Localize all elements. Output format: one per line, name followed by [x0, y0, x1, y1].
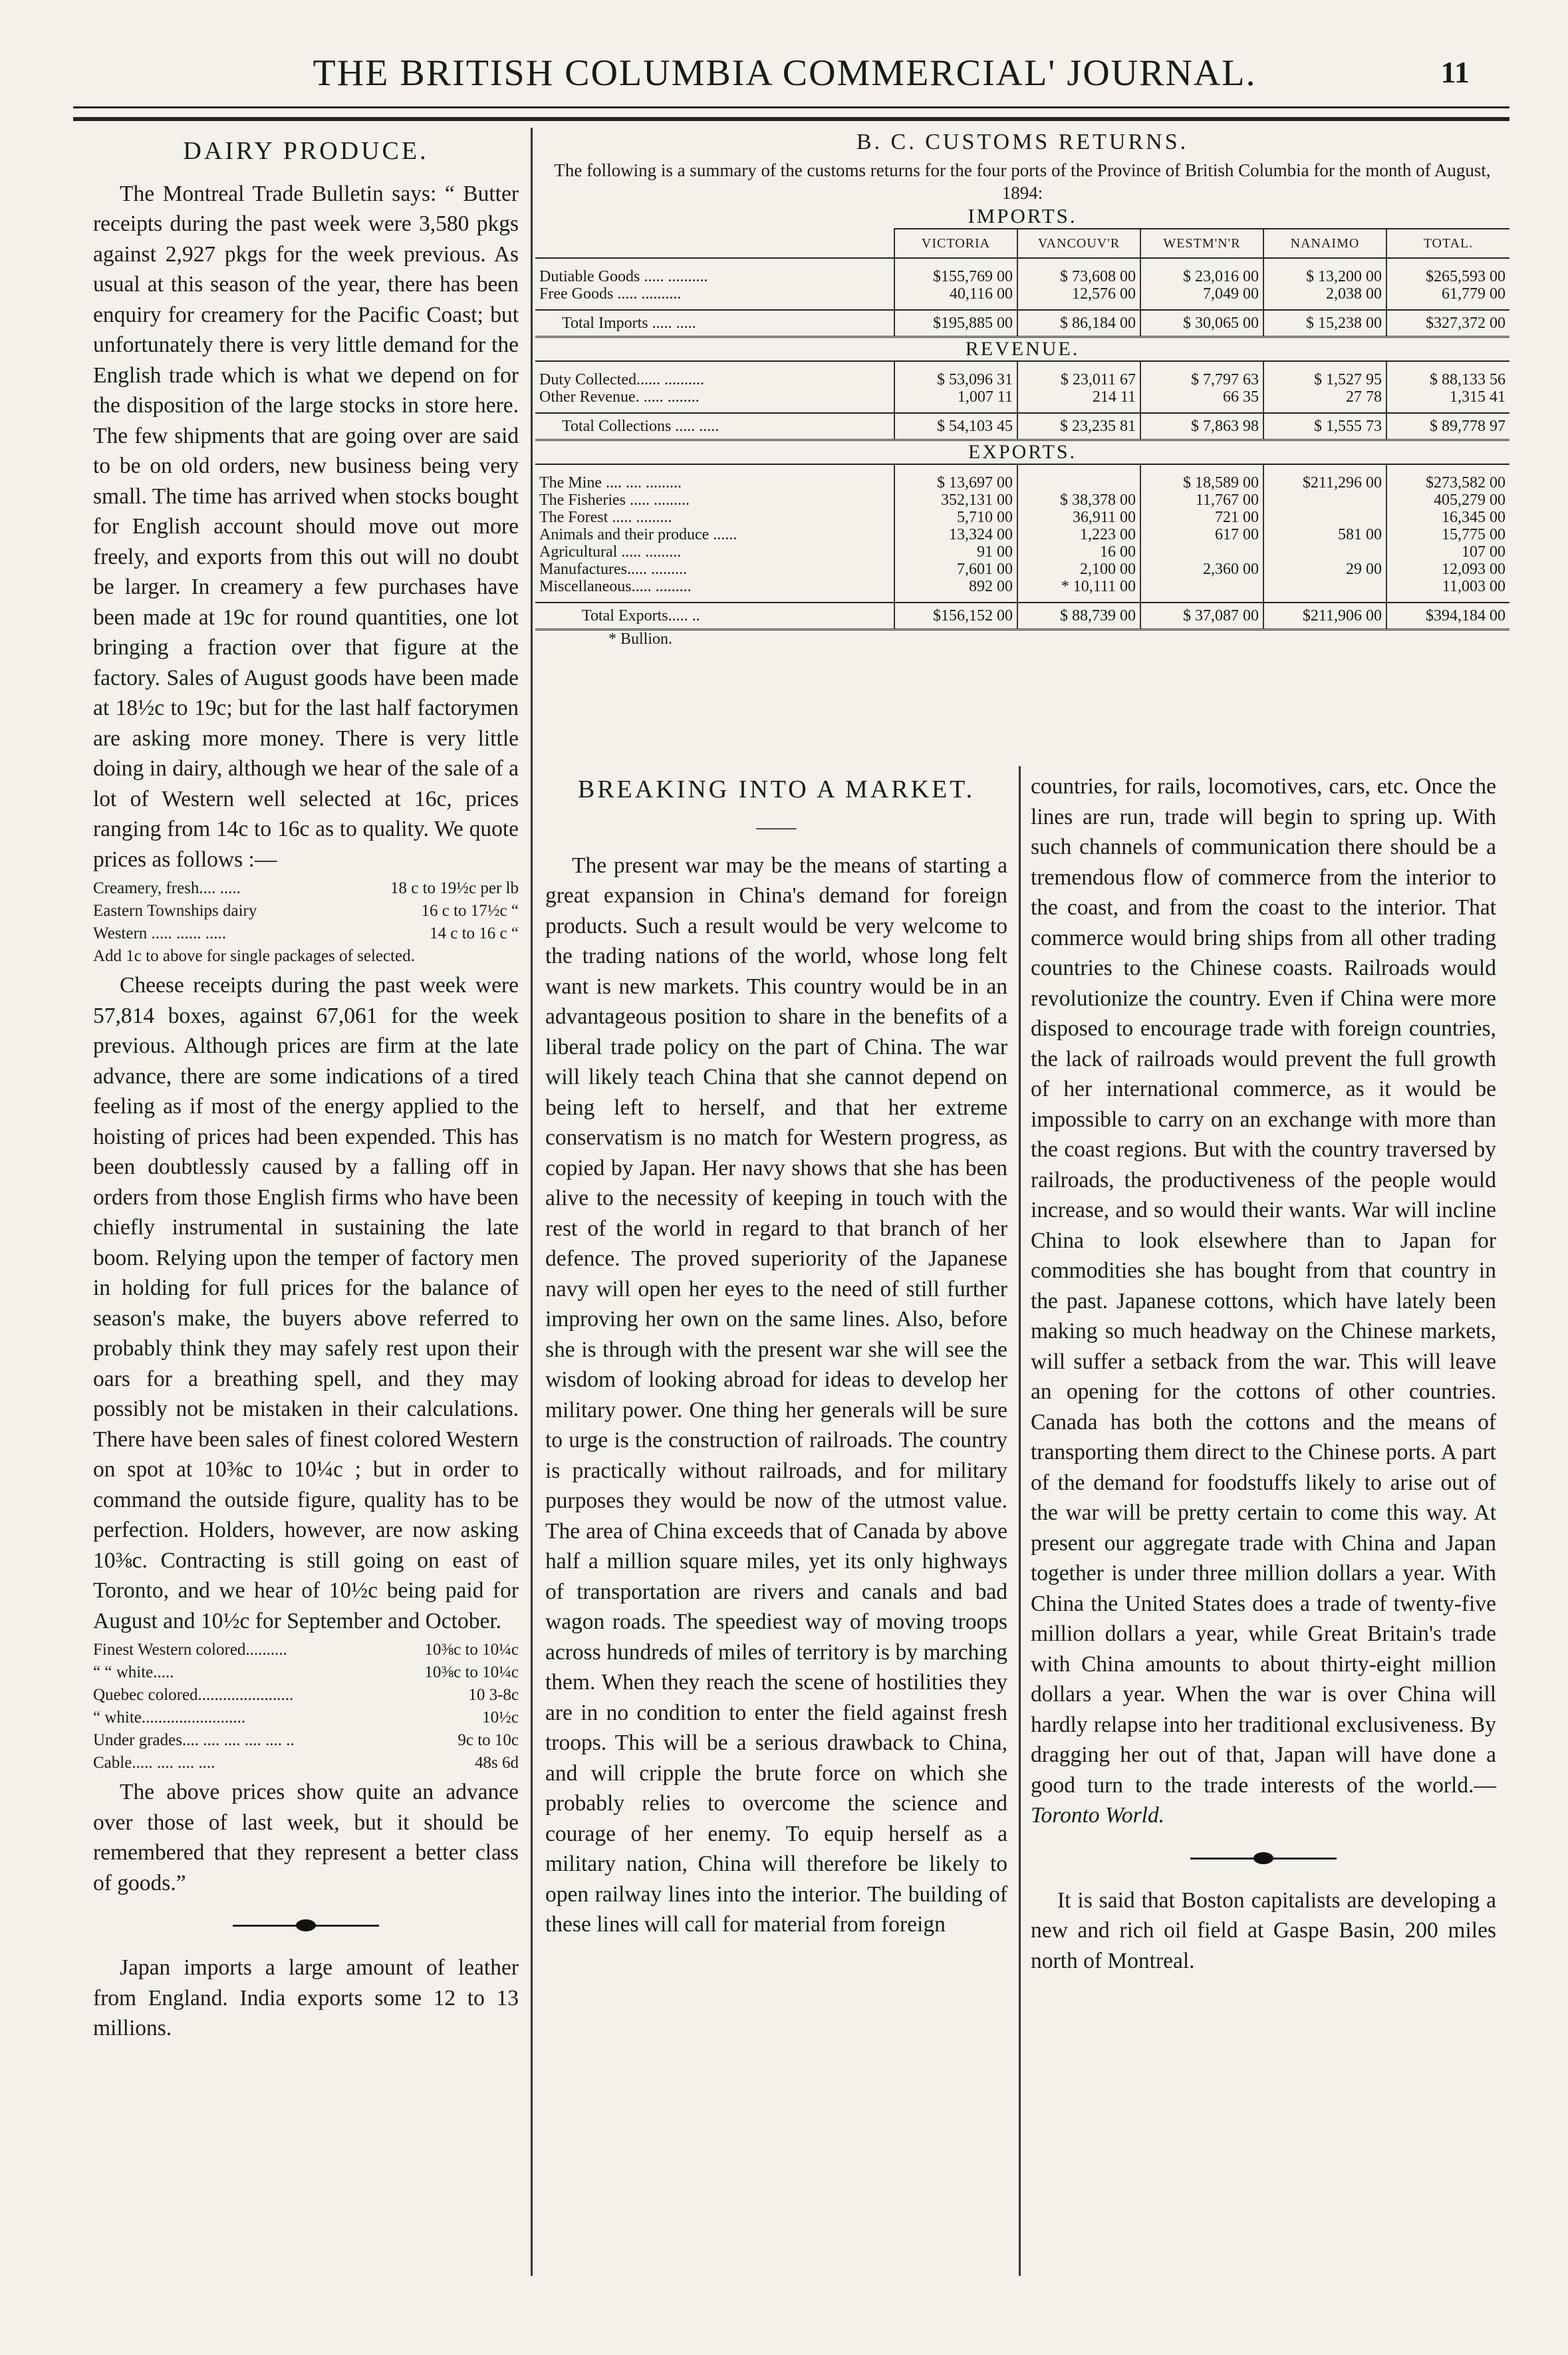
table-total-row: Total Exports..... .. $156,152 00 $ 88,739 00 $ 37,087 00 $211,906 00 $394,184 00	[535, 603, 1509, 630]
article-credit: Toronto World.	[1031, 1803, 1165, 1828]
table-row: The Forest ..... ......... 5,710 00 36,911 00 721 00 16,345 00	[535, 509, 1509, 526]
column-header: VANCOUV'R	[1017, 229, 1140, 258]
list-item: Eastern Townships dairy 16 c to 17½c “	[93, 902, 519, 920]
exports-heading-row: EXPORTS.	[535, 440, 1509, 465]
butter-quote-list	[93, 877, 519, 968]
table-row: Manufactures..... ......... 7,601 00 2,100 00 2,360 00 29 00 12,093 00	[535, 561, 1509, 578]
table-row: Other Revenue. ..... ........ 1,007 11 214 11 66 35 27 78 1,315 41	[535, 388, 1509, 413]
dairy-column	[93, 136, 519, 2044]
market-heading: BREAKING INTO A MARKET.	[577, 775, 976, 803]
list-item: Quebec colored....................... 10 3-8c	[93, 1686, 519, 1704]
column-header: TOTAL.	[1386, 229, 1509, 258]
column-rule-left	[531, 128, 533, 2276]
list-item: “ “ white..... 10⅜c to 10¼c	[93, 1663, 519, 1681]
butter-note: Add 1c to above for single packages of selected.	[93, 947, 415, 965]
heading-dash: ——	[756, 815, 797, 838]
table-row: Miscellaneous..... ......... 892 00 * 10,111 00 11,003 00	[535, 578, 1509, 603]
table-row: Animals and their produce ...... 13,324 00 1,223 00 617 00 581 00 15,775 00	[535, 526, 1509, 543]
cheese-quote-list	[93, 1639, 519, 1774]
market-paragraph-2: countries, for rails, locomotives, cars, etc. Once the lines are run, trade will begin to spring up. With such channels of communication there should be a tremendous flow of commerce from the interior to the coast, and from the coast to the interior. That commerce would bring ships from all other trading countries to the Chinese coasts. Railroads would revolutionize the country. Even if China were more disposed to encourage trade with foreign countries, the lack of railroads would prevent the full growth of her international commerce, as it would be impossible to carry on an exchange with more than the coast regions. But with the country traversed by railroads, the productiveness of the people would increase, and so would their wants. War will incline China to look elsewhere than to Japan for commodities she has bought from that country in the past. Japanese cottons, which have lately been making so much headway on the Chinese markets, will suffer a setback from the war. This will leave an opening for the cottons of other countries. Canada has both the cottons and the means of transporting them direct to the Chinese ports. A part of the demand for foodstuffs likely to arise out of the war will be pretty certain to come this way. At present our aggregate trade with China and Japan together is under three million dollars a year. With China the United States does a trade of twenty-five million dollars a year, while Great Britain's trade with China amounts to about thirty-eight million dollars a year. When the war is over China will hardly relapse into her traditional exclusiveness. By dragging her out of that, Japan will have done a good turn to the trade interests of the world.—Toronto World.	[1031, 774, 1496, 1828]
table-row: The Mine .... .... ......... $ 13,697 00 $ 18,589 00 $211,296 00 $273,582 00	[535, 464, 1509, 491]
customs-table	[535, 228, 1509, 630]
market-column-1	[545, 775, 1007, 1940]
customs-footnote: * Bullion.	[608, 630, 673, 648]
table-row: Dutiable Goods ..... .......... $155,769 00 $ 73,608 00 $ 23,016 00 $ 13,200 00 $265,593 00	[535, 258, 1509, 285]
market-paragraph-1: The present war may be the means of starting a great expansion in China's demand for foreign products. Such a result would be very welcome to the trading nations of the world, whose long felt want is new markets. This country would be in an advantageous position to share in the benefits of a liberal trade policy on the part of China. The war will likely teach China that she cannot depend on being left to herself, and that her extreme conservatism is no match for Western progress, as copied by Japan. Her navy shows that she has been alive to the necessity of keeping in touch with the rest of the world in regard to that branch of her defence. The proved superiority of the Japanese navy will open her eyes to the need of still further improving her own on the same lines. Also, before she is through with the present war she will see the wisdom of looking abroad for ideas to develop her military power. One thing her generals will be sure to urge is the construction of railroads. The country is practically without railroads, and for military purposes they would be now of the utmost value. The area of China exceeds that of Canada by above half a million square miles, yet its only highways of transportation are rivers and canals and bad wagon roads. The speediest way of moving troops across hundreds of miles of territory is by marching them. When they reach the scene of hostilities they are in no condition to enter the field against fresh troops. This will be a serious drawback to China, and will cripple the brute force on which she probably relies to overcome the science and courage of her enemy. To equip herself as a military nation, China will therefore be likely to open railway lines into the interior. The building of these lines will call for material from foreign	[545, 853, 1007, 1937]
customs-intro: The following is a summary of the customs returns for the four ports of the Province of British Columbia for the month of August, 1894:	[554, 160, 1491, 203]
page-number: 11	[1440, 55, 1470, 89]
list-item: Under grades.... .... .... .... .... .. 9c to 10c	[93, 1731, 519, 1749]
dairy-heading: DAIRY PRODUCE.	[183, 137, 429, 165]
section-divider-ornament	[1031, 1848, 1496, 1868]
list-item: Finest Western colored.......... 10⅜c to 10¼c	[93, 1641, 519, 1659]
column-header: WESTM'N'R	[1140, 229, 1263, 258]
leather-paragraph: Japan imports a large amount of leather from England. India exports some 12 to 13 millions.	[93, 1955, 519, 2040]
list-item: Western ..... ...... ..... 14 c to 16 c “	[93, 924, 519, 942]
table-row: Free Goods ..... .......... 40,116 00 12,576 00 7,049 00 2,038 00 61,779 00	[535, 285, 1509, 310]
table-row: Duty Collected...... .......... $ 53,096 31 $ 23,011 67 $ 7,797 63 $ 1,527 95 $ 88,133 56	[535, 361, 1509, 388]
list-item: “ white......................... 10½c	[93, 1709, 519, 1727]
column-header: NANAIMO	[1263, 229, 1386, 258]
journal-title: THE BRITISH COLUMBIA COMMERCIAL' JOURNAL.	[313, 53, 1257, 94]
list-item: Creamery, fresh.... ..... 18 c to 19½c per lb	[93, 879, 519, 897]
header-rule	[73, 106, 1509, 108]
dairy-paragraph-cheese: Cheese receipts during the past week were 57,814 boxes, against 67,061 for the week previous. Although prices are firm at the late advance, there are some indications of a tired feeling as if most of the energy applied to the hoisting of prices had been expended. This has been doubtlessly caused by a falling off in orders from those English firms who have been chiefly instrumental in sustaining the late boom. Relying upon the temper of factory men in holding for full prices for the balance of season's make, the buyers above referred to probably think they may safely rest upon their oars for a breathing spell, and they may possibly not be mistaken in their calculations. There have been sales of finest colored Western on spot at 10⅜c to 10¼c ; but in order to command the outside figure, quality has to be perfection. Holders, however, are now asking 10⅜c. Contracting is still going on east of Toronto, and we hear of 10½c being paid for August and 10½c for September and October.	[93, 973, 519, 1633]
column-header: VICTORIA	[894, 229, 1017, 258]
imports-heading: IMPORTS.	[968, 204, 1077, 227]
table-row: The Fisheries ..... ......... 352,131 00 $ 38,378 00 11,767 00 405,279 00	[535, 491, 1509, 509]
table-row: Agricultural ..... ......... 91 00 16 00 107 00	[535, 543, 1509, 561]
table-header-row	[535, 229, 1509, 258]
header-rule-thick	[73, 117, 1509, 121]
revenue-heading-row: REVENUE.	[535, 337, 1509, 362]
section-divider-ornament	[93, 1915, 519, 1935]
table-total-row: Total Imports ..... ..... $195,885 00 $ 86,184 00 $ 30,065 00 $ 15,238 00 $327,372 00	[535, 310, 1509, 337]
list-item: Cable..... .... .... .... 48s 6d	[93, 1754, 519, 1772]
customs-heading: B. C. CUSTOMS RETURNS.	[856, 130, 1189, 154]
page-header	[100, 52, 1470, 105]
customs-returns	[535, 130, 1509, 648]
boston-paragraph: It is said that Boston capitalists are developing a new and rich oil field at Gaspe Basin, 200 miles north of Montreal.	[1031, 1887, 1496, 1973]
table-total-row: Total Collections ..... ..... $ 54,103 45 $ 23,235 81 $ 7,863 98 $ 1,555 73 $ 89,778 97	[535, 413, 1509, 440]
dairy-paragraph-butter: The Montreal Trade Bulletin says: “ Butter receipts during the past week were 3,580 pkgs against 2,927 pkgs for the week previous. As usual at this season of the year, there has been enquiry for creamery for the Pacific Coast; but unfortunately there is very little demand for the English trade which is what we depend on for the disposition of the large stocks in store here. The few shipments that are going over are said to be on old orders, new business being very small. The time has arrived when stocks bought for English account should move out more freely, and exports from this out will no doubt be larger. In creamery a few purchases have been made at 19c for round quantities, one lot bringing a fraction over that figure at the factory. Sales of August goods have been made at 18½c to 19c; but for the last half factorymen are asking more money. There is very little doing in dairy, although we hear of the sale of a lot of Western well selected at 16c, prices ranging from 14c to 16c as to quality. We quote prices as follows :—	[93, 181, 519, 872]
market-column-2	[1031, 771, 1496, 1976]
dairy-paragraph-summary: The above prices show quite an advance over those of last week, but it should be remembered that they represent a better class of goods.”	[93, 1780, 519, 1895]
column-rule-right	[1019, 766, 1021, 2276]
